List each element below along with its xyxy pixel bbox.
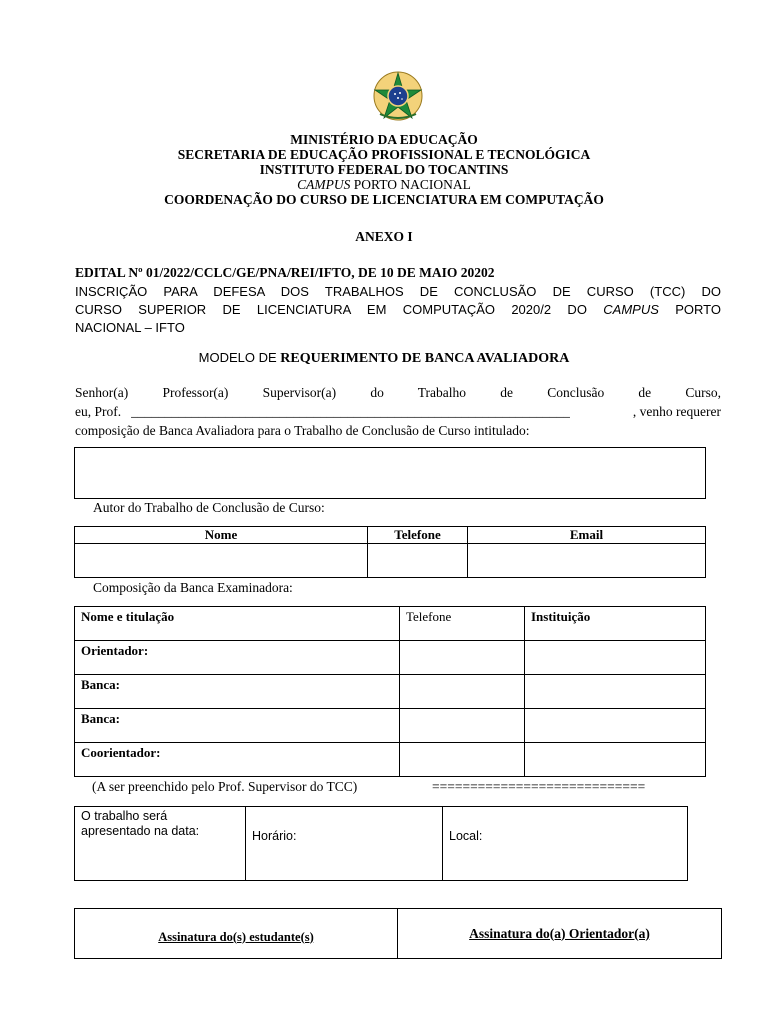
ministry-header [0,132,768,207]
presentation-date-cell[interactable] [75,807,246,881]
advisor-signature-cell[interactable] [398,909,722,959]
header-line-secretariat: SECRETARIA DE EDUCAÇÃO PROFISSIONAL E TECNOLÓGICA [177,147,591,162]
author-header-phone: Telefone [368,527,468,544]
request-line3: composição de Banca Avaliadora para o Trabalho de Conclusão de Curso intitulado: [75,423,530,438]
professor-name-blank[interactable]: _________________________________________________________________ [131,404,570,419]
board-coadvisor-phone[interactable] [400,743,525,777]
board-member-1-phone[interactable] [400,675,525,709]
presentation-date-label: O trabalho será apresentado na data: [81,809,200,838]
header-line-institute: INSTITUTO FEDERAL DO TOCANTINS [259,162,509,177]
author-label: Autor do Trabalho de Conclusão de Curso: [93,500,325,515]
board-advisor-institution[interactable] [525,641,706,675]
request-line2: eu, Prof. _________________________________________________________________ , venho requerer [75,404,721,419]
board-row-advisor[interactable]: Orientador: [75,641,400,675]
signatures-table [74,908,722,959]
author-header-name: Nome [75,527,368,544]
board-header-name: Nome e titulação [75,607,400,641]
schedule-table [74,806,688,881]
advisor-signature-label: Assinatura do(a) Orientador(a) [469,925,650,941]
edital-body [75,283,721,337]
author-header-email: Email [468,527,706,544]
annex-title: ANEXO I [355,229,413,244]
campus-italic: CAMPUS [297,177,351,192]
edital-body-line3: NACIONAL – IFTO [75,320,185,335]
student-signature-cell[interactable] [75,909,398,959]
model-title: MODELO DE REQUERIMENTO DE BANCA AVALIADORA [198,350,570,366]
board-table [74,606,706,777]
author-table [74,526,706,578]
presentation-time-cell[interactable] [246,807,443,881]
board-member-1-institution[interactable] [525,675,706,709]
edital-body-line2: CURSO SUPERIOR DE LICENCIATURA EM COMPUTAÇÃO 2020/2 DO CAMPUS PORTO [75,302,722,317]
campus-rest: PORTO NACIONAL [350,177,471,192]
request-line1: Senhor(a) Professor(a) Supervisor(a) do Trabalho de Conclusão de Curso, [75,385,721,400]
board-header-institution: Instituição [525,607,706,641]
presentation-place-cell[interactable] [443,807,688,881]
board-row-member-1[interactable]: Banca: [75,675,400,709]
tcc-title-field[interactable] [74,447,706,499]
supervisor-note: (A ser preenchido pelo Prof. Supervisor do TCC) [92,779,358,794]
header-line-ministry: MINISTÉRIO DA EDUCAÇÃO [290,132,478,147]
presentation-time-label: Horário: [252,829,297,843]
edital-body-line1: INSCRIÇÃO PARA DEFESA DOS TRABALHOS DE CONCLUSÃO DE CURSO (TCC) DO [75,284,721,299]
separator-line: ============================ [432,779,646,794]
student-signature-label: Assinatura do(s) estudante(s) [158,929,314,944]
board-row-coadvisor[interactable]: Coorientador: [75,743,400,777]
author-phone-cell[interactable] [368,544,468,578]
header-line-coordination: COORDENAÇÃO DO CURSO DE LICENCIATURA EM COMPUTAÇÃO [164,192,604,207]
header-line-campus [0,177,768,192]
edital-title: EDITAL Nº 01/2022/CCLC/GE/PNA/REI/IFTO, DE 10 DE MAIO 20202 [75,265,495,280]
presentation-place-label: Local: [449,829,483,843]
board-row-member-2[interactable]: Banca: [75,709,400,743]
author-email-cell[interactable] [468,544,706,578]
board-member-2-phone[interactable] [400,709,525,743]
board-header-phone: Telefone [400,607,525,641]
board-coadvisor-institution[interactable] [525,743,706,777]
brazil-coat-of-arms-icon [372,70,424,122]
author-name-cell[interactable] [75,544,368,578]
board-member-2-institution[interactable] [525,709,706,743]
request-paragraph [75,383,721,440]
board-label: Composição da Banca Examinadora: [93,580,293,595]
board-advisor-phone[interactable] [400,641,525,675]
